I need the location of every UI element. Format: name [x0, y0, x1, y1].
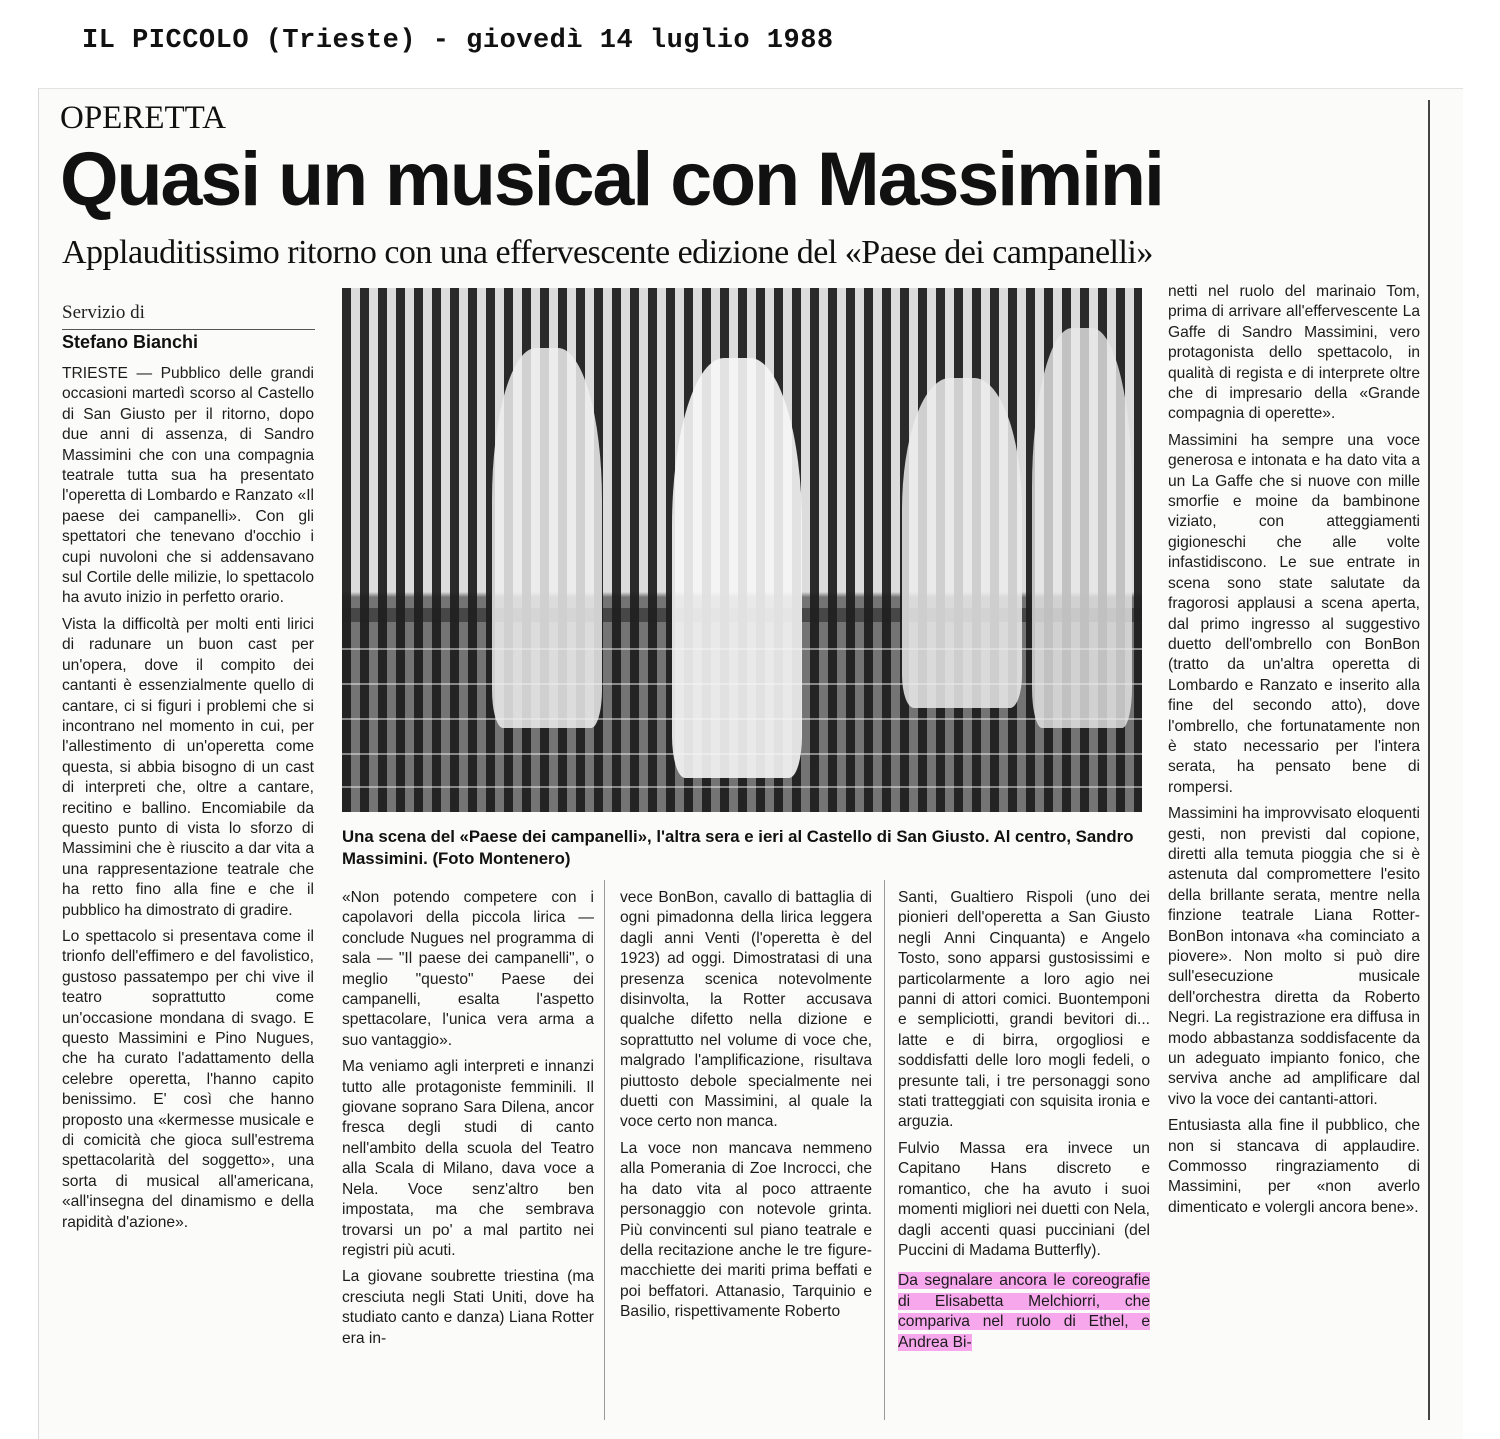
- paragraph: Lo spettacolo si presentava come il trionfo dell'effimero e del favolistico, gustoso passatempo per chi vive il teatro soprattutto come un'occasione mondana di svago. E questo Massimini e Pino Nugues, che ha curato l'adattamento della celebre operetta, l'hanno capito benissimo. E' così che hanno proposto una «kermesse musicale e di comicità che gioca sull'estrema spettacolarità del soggetto», una sorta di musical all'americana, «all'insegna del dinamismo e della rapidità d'azione».: [62, 927, 314, 1231]
- paragraph: Entusiasta alla fine il pubblico, che non si stancava di applaudire. Commosso ringraziamento di Massimini, per «non averlo dimenticato e volergli ancora bene».: [1168, 1117, 1420, 1216]
- headline: Quasi un musical con Massimini: [60, 137, 1163, 222]
- paragraph: TRIESTE — Pubblico delle grandi occasioni martedì scorso al Castello di San Giusto per il ritorno, dopo due anni di assenza, di Sandro Massimini che con una compagnia teatrale tutta sua ha presentato l'operetta di Lombardo e Ranzato «Il paese dei campanelli». Con gli spettatori che tenevano d'occhio i cupi nuvoloni che si addensavano sul Cortile delle milizie, lo spettacolo ha avuto inizio in perfetto orario.: [62, 365, 314, 607]
- paragraph: La voce non mancava nemmeno alla Pomerania di Zoe Incrocci, che ha dato vita al poco attraente personaggio con notevole grinta. Più convincenti sul piano teatrale e della recitazione anche le tre figure-macchiette dei mariti prima beffati e poi beffatori. Attanasio, Tarquinio e Basilio, rispettivamente Roberto: [620, 1139, 872, 1321]
- subheadline: Applauditissimo ritorno con una effervescente edizione del «Paese dei campanelli»: [62, 234, 1153, 271]
- article-column-1: [62, 364, 314, 1239]
- paragraph: Massimini ha sempre una voce generosa e intonata e ha dato vita a un La Gaffe che si nuove con mille smorfie e moine da bambinone viziato, con atteggiamenti gigioneschi che alle volte infastidiscono. Le sue entrate in scena sono state salutate da fragorosi applausi a scena aperta, dal primo ingresso al suggestivo duetto dell'ombrello con BonBon (tratto da un'altra operetta di Lombardo e Ranzato e inserito alla fine del secondo atto), dove l'ombrello, che fortunatamente non è stato necessario per l'intera serata, ha pensato bene di rompersi.: [1168, 431, 1420, 796]
- article-column-5: [1168, 282, 1420, 1224]
- paragraph: Fulvio Massa era invece un Capitano Hans discreto e romantico, che ha avuto i suoi momenti migliori nei duetti con Nela, dagli accenti quasi pucciniani (del Puccini di Madama Butterfly).: [898, 1139, 1150, 1259]
- byline-name: Stefano Bianchi: [62, 329, 315, 353]
- byline-label: Servizio di: [62, 302, 145, 323]
- section-label: OPERETTA: [60, 100, 227, 136]
- article-column-3: [620, 888, 872, 1329]
- paragraph: [898, 1271, 1150, 1353]
- paragraph: vece BonBon, cavallo di battaglia di ogni pimadonna della lirica leggera dagli anni Venti (l'operetta è del 1923) ad oggi. Dimostratasi di una presenza scenica notevolmente disinvolta, la Rotter accusava qualche difetto nella dizione e soprattutto nel volume di voce che, malgrado l'amplificazione, risultava piuttosto debole specialmente nei duetti con Massimini, al quale la voce certo non manca.: [620, 889, 872, 1131]
- article-column-2: [342, 888, 594, 1355]
- photo-caption: Una scena del «Paese dei campanelli», l'altra sera e ieri al Castello di San Giusto. Al centro, Sandro Massimini. (Foto Montenero): [342, 827, 1134, 868]
- paragraph: Massimini ha improvvisato eloquenti gesti, non previsti dal copione, diretti alla temuta pioggia che si è astenuta dal compromettere l'esito della brillante serata, mentre nella finzione teatrale Liana Rotter-BonBon intonava «ha cominciato a piovere». Non molto si può dire sull'esecuzione musicale dell'orchestra diretta da Roberto Negri. La registrazione era diffusa in modo abbastanza soddisfacente da un adeguato impianto fonico, che serviva anche ad amplificare dal vivo la voce dei cantanti-attori.: [1168, 805, 1420, 1108]
- column-rule: [884, 880, 885, 1420]
- paragraph: Vista la difficoltà per molti enti lirici di radunare un buon cast per un'opera, dove il compito dei cantanti è essenzialmente quello di cantare, ci si figuri i problemi che si incontrano nel momento in cui, per l'allestimento di un'operetta come questa, si abbia bisogno di un cast di interpreti che, oltre a cantare, recitino e ballino. Encomiabile da questo punto di vista lo sforzo di Massimini che è riuscito a dar vita a una rappresentazione teatrale che ha retto fino alla fine e che il pubblico ha dimostrato di gradire.: [62, 615, 314, 919]
- paragraph: La giovane soubrette triestina (ma cresciuta negli Stati Uniti, dove ha studiato canto e danza) Liana Rotter era in-: [342, 1268, 594, 1347]
- paragraph: Santi, Gualtiero Rispoli (uno dei pionieri dell'operetta a San Giusto negli Anni Cinquanta) e Angelo Tosto, sono apparsi gustosissimi e particolarmente a loro agio nei panni di attori comici. Buontemponi e sempliciotti, grandi bevitori di... latte e di birra, orgogliosi e soddisfatti delle loro mogli fedeli, o presunte tali, i tre personaggi sono stati tratteggiati con squisita ironia e arguzia.: [898, 889, 1150, 1131]
- article-column-4: [898, 888, 1150, 1359]
- paragraph: netti nel ruolo del marinaio Tom, prima di arrivare all'effervescente La Gaffe di Sandro Massimini, vero protagonista dello spettacolo, in qualità di regista e di interprete oltre che di impresario della «Grande compagnia di operette».: [1168, 283, 1420, 423]
- paragraph: «Non potendo competere con i capolavori della piccola lirica — conclude Nugues nel programma di sala — "Il paese dei campanelli", o meglio "questo" Paese dei campanelli, esalta l'aspetto spettacolare, l'unica vera arma a suo vantaggio».: [342, 889, 594, 1049]
- article-photo: [342, 288, 1142, 812]
- column-rule: [1428, 100, 1430, 1420]
- masthead: IL PICCOLO (Trieste) - giovedì 14 luglio 1988: [82, 26, 834, 56]
- highlighted-text: Da segnalare ancora le coreografie di Elisabetta Melchiorri, che compariva nel ruolo di Ethel, e Andrea Bi-: [898, 1272, 1150, 1351]
- column-rule: [604, 880, 605, 1420]
- paragraph: Ma veniamo agli interpreti e innanzi tutto alle protagoniste femminili. Il giovane soprano Sara Dilena, ancor fresca degli studi di canto nell'ambito della scuola del Teatro alla Scala di Milano, dava voce a Nela. Voce senz'altro ben impostata, ma che sembrava trovarsi un po' a mal partito nei registri più acuti.: [342, 1058, 594, 1259]
